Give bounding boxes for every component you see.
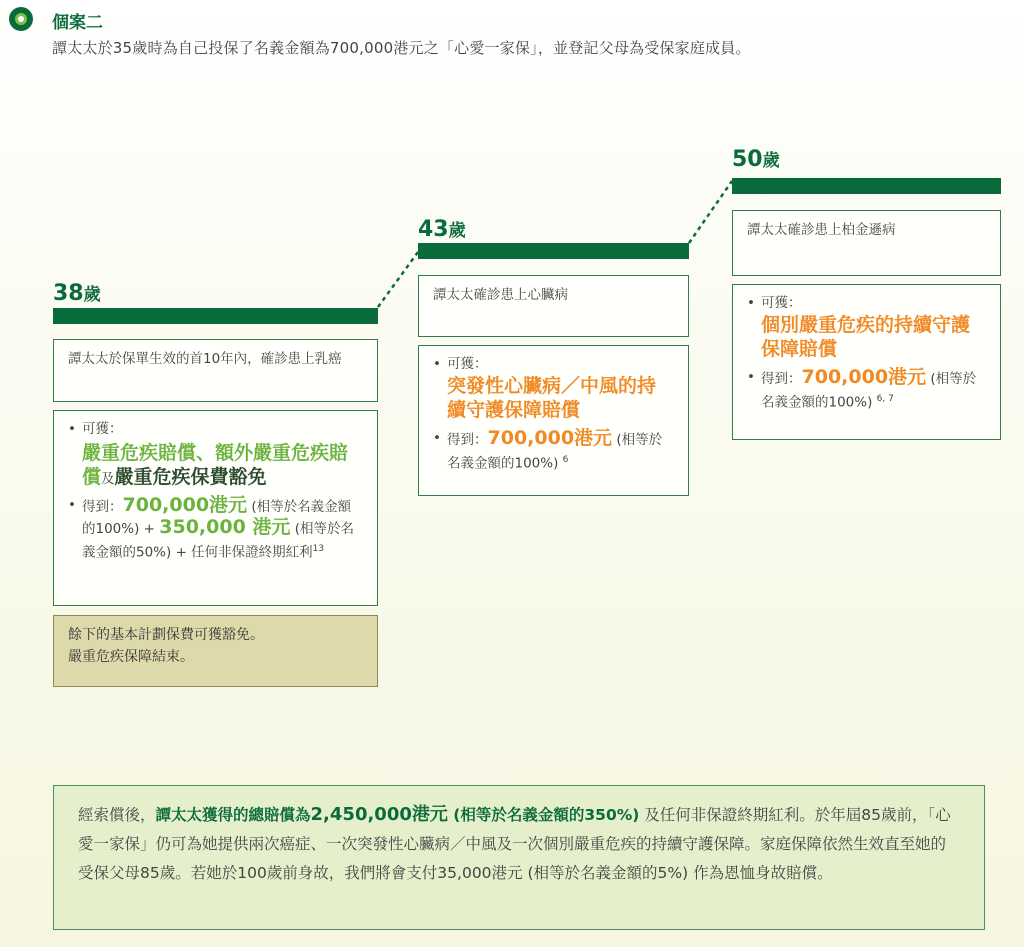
benefit-name: 突發性心臟病／中風的持續守護保障賠償 <box>447 375 657 421</box>
age-38-bar <box>53 308 378 324</box>
footnote: 13 <box>312 544 325 554</box>
footnote: 6, 7 <box>876 394 894 404</box>
age-50-bar <box>732 178 1001 194</box>
age-38-benefit-box: • 可獲： 嚴重危疾賠償、額外嚴重危疾賠償及嚴重危疾保費豁免 • 得到：700,000港元 (相等於名義金額的100%) + 350,000 港元 (相等於名義金額的50%) + 任何非保證終期紅利$^{13}$ <box>53 410 378 606</box>
case-bullet-icon <box>8 6 34 32</box>
benefit-name: 嚴重危疾賠償、額外嚴重危疾賠償 <box>82 442 349 488</box>
age-43-benefit-box: • 可獲： 突發性心臟病／中風的持續守護保障賠償 • 得到：700,000港元 (相等於名義金額的100%) $^6$ <box>418 345 689 496</box>
age-50-description: 譚太太確診患上柏金遜病 <box>732 210 1001 276</box>
case-title: 個案二 <box>52 13 103 33</box>
benefit-amount: 700,000港元 <box>122 494 248 516</box>
benefit-amount: 700,000港元 <box>801 366 927 388</box>
total-claim-amount: 2,450,000港元 <box>310 804 448 825</box>
age-43-label: 43歲 <box>418 217 466 242</box>
benefit-amount: 700,000港元 <box>487 427 613 449</box>
age-50-benefit-box: • 可獲： 個別嚴重危疾的持續守護保障賠償 • 得到：700,000港元 (相等於名義金額的100%) $^{6, 7}$ <box>732 284 1001 440</box>
footnote: 6 <box>562 455 569 465</box>
extra-benefit-amount: 350,000 港元 <box>159 516 291 538</box>
case-intro: 譚太太於35歲時為自己投保了名義金額為700,000港元之「心愛一家保」，並登記父母為受保家庭成員。 <box>52 39 751 57</box>
age-43-description: 譚太太確診患上心臟病 <box>418 275 689 337</box>
summary-box: 經索償後，譚太太獲得的總賠償為2,450,000港元 (相等於名義金額的350%) 及任何非保證終期紅利。於年屆85歲前，「心愛一家保」仍可為她提供兩次癌症、一次突發性心臟病／中風及一次個別嚴重危疾的持續守護保障。家庭保障依然生效直至她的受保父母85歲。若她於100歲前身故，我們將會支付35,000港元 (相等於名義金額的5%) 作為恩恤身故賠償。 <box>53 785 985 930</box>
benefit-label: 可獲： <box>82 421 123 437</box>
age-50-label: 50歲 <box>732 147 780 172</box>
age-43-bar <box>418 243 689 259</box>
summary-highlight: 譚太太獲得的總賠償為 <box>155 806 311 824</box>
benefit-name: 個別嚴重危疾的持續守護保障賠償 <box>761 314 971 360</box>
premium-waiver-note: 餘下的基本計劃保費可獲豁免。 嚴重危疾保障結束。 <box>53 615 378 687</box>
age-38-description: 譚太太於保單生效的首10年內，確診患上乳癌 <box>53 339 378 402</box>
age-38-label: 38歲 <box>53 281 101 306</box>
benefit-waiver-name: 嚴重危疾保費豁免 <box>114 466 267 488</box>
